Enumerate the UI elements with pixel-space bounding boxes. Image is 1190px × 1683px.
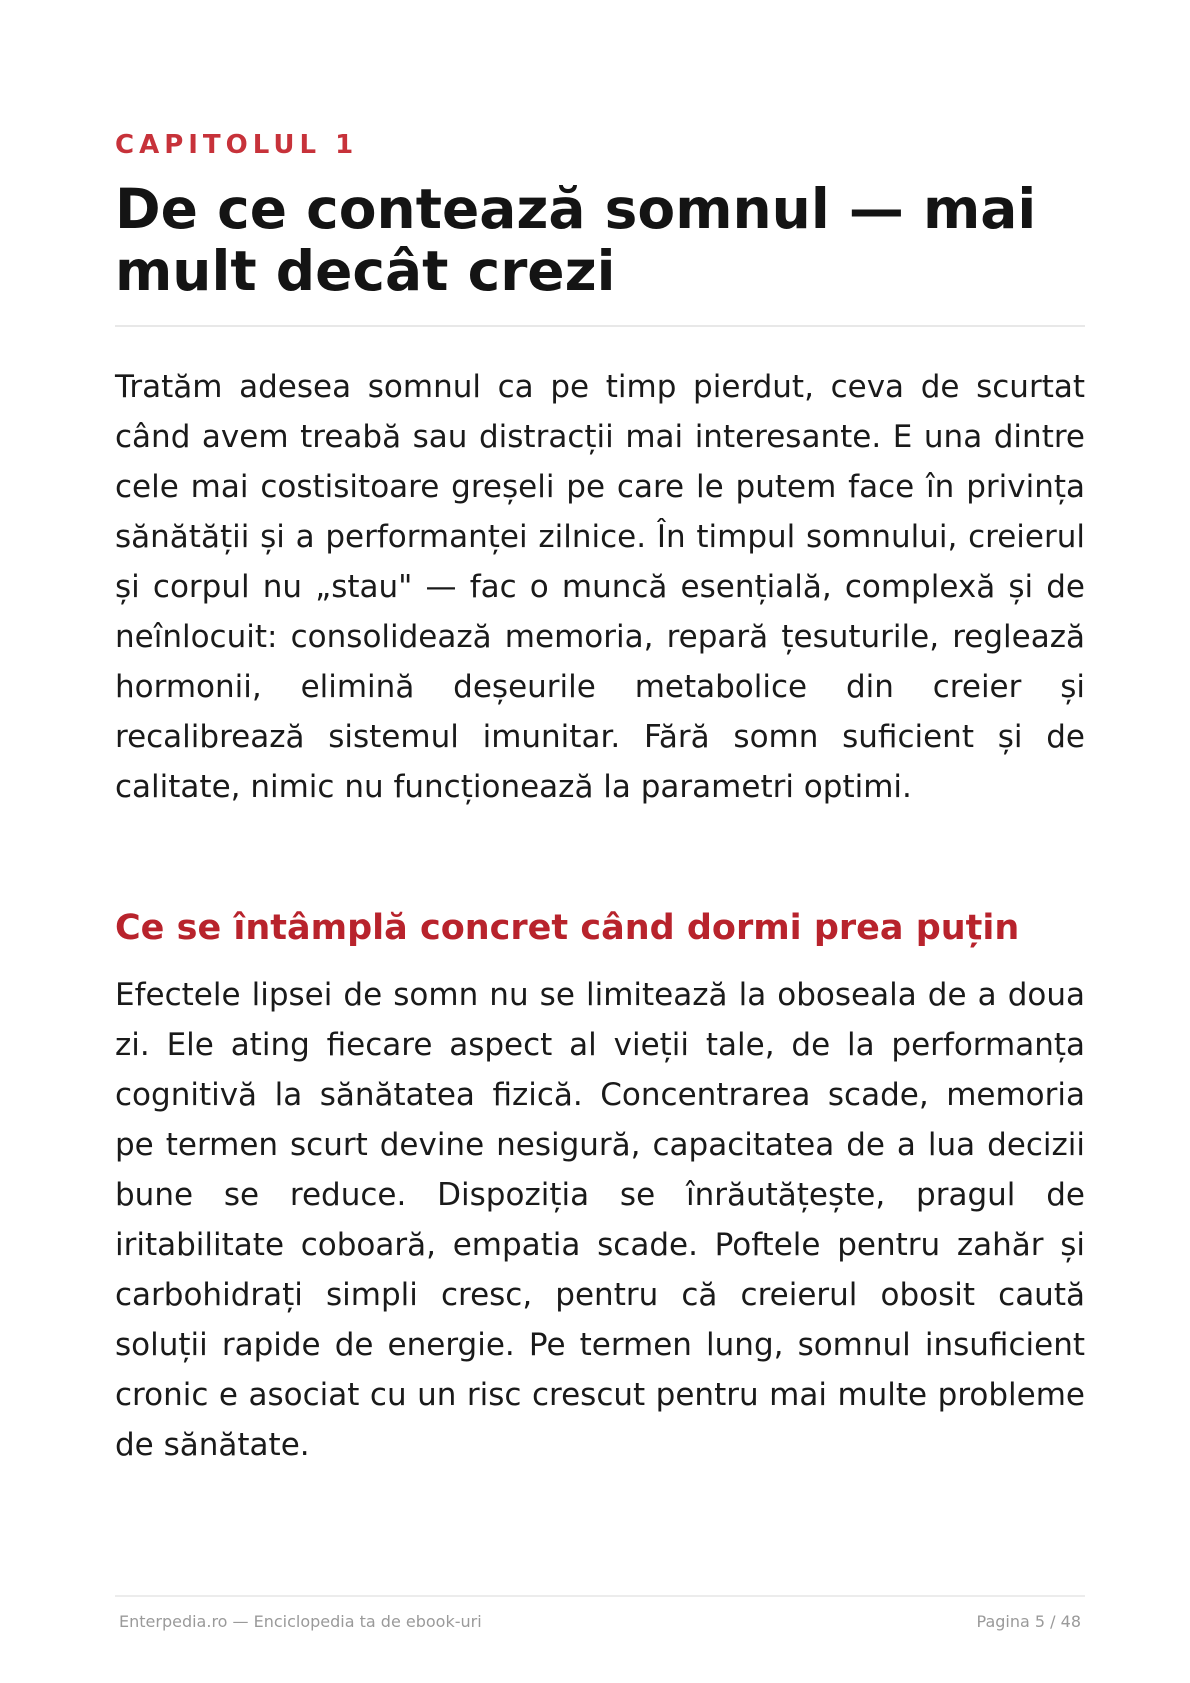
section-heading: Ce se întâmplă concret când dormi prea puțin [115,908,1020,948]
section-paragraph: Efectele lipsei de somn nu se limitează la oboseala de a doua zi. Ele ating fiecare aspect al vieții tale, de la performanța cognitivă la sănătatea fizică. Concentrarea scade, memoria pe termen scurt devine nesigură, capacitatea de a lua decizii bune se reduce. Dispoziția se înrăutățește, pragul de iritabilitate coboară, empatia scade. Poftele pentru zahăr și carbohidrați simpli cresc, pentru că creierul obosit caută soluții rapide de energie. Pe termen lung, somnul insuficient cronic e asociat cu un risc crescut pentru mai multe probleme de sănătate. [115,977,1085,1463]
page-number: Pagina 5 / 48 [976,1612,1081,1631]
footer-divider [115,1595,1085,1597]
title-divider [115,325,1085,327]
chapter-title: De ce contează somnul — mai mult decât crezi [115,177,1037,303]
footer-source: Enterpedia.ro — Enciclopedia ta de ebook-uri [119,1612,482,1631]
intro-paragraph: Tratăm adesea somnul ca pe timp pierdut, ceva de scurtat când avem treabă sau distracții mai interesante. E una dintre cele mai costisitoare greșeli pe care le putem face în privința sănătății și a performanței zilnice. În timpul somnului, creierul și corpul nu „stau" — fac o muncă esențială, complexă și de neînlocuit: consolidează memoria, repară țesuturile, reglează hormonii, elimină deșeurile metabolice din creier și recalibrează sistemul imunitar. Fără somn suficient și de calitate, nimic nu funcționează la parametri optimi. [115,369,1085,805]
chapter-label: CAPITOLUL 1 [115,130,359,160]
